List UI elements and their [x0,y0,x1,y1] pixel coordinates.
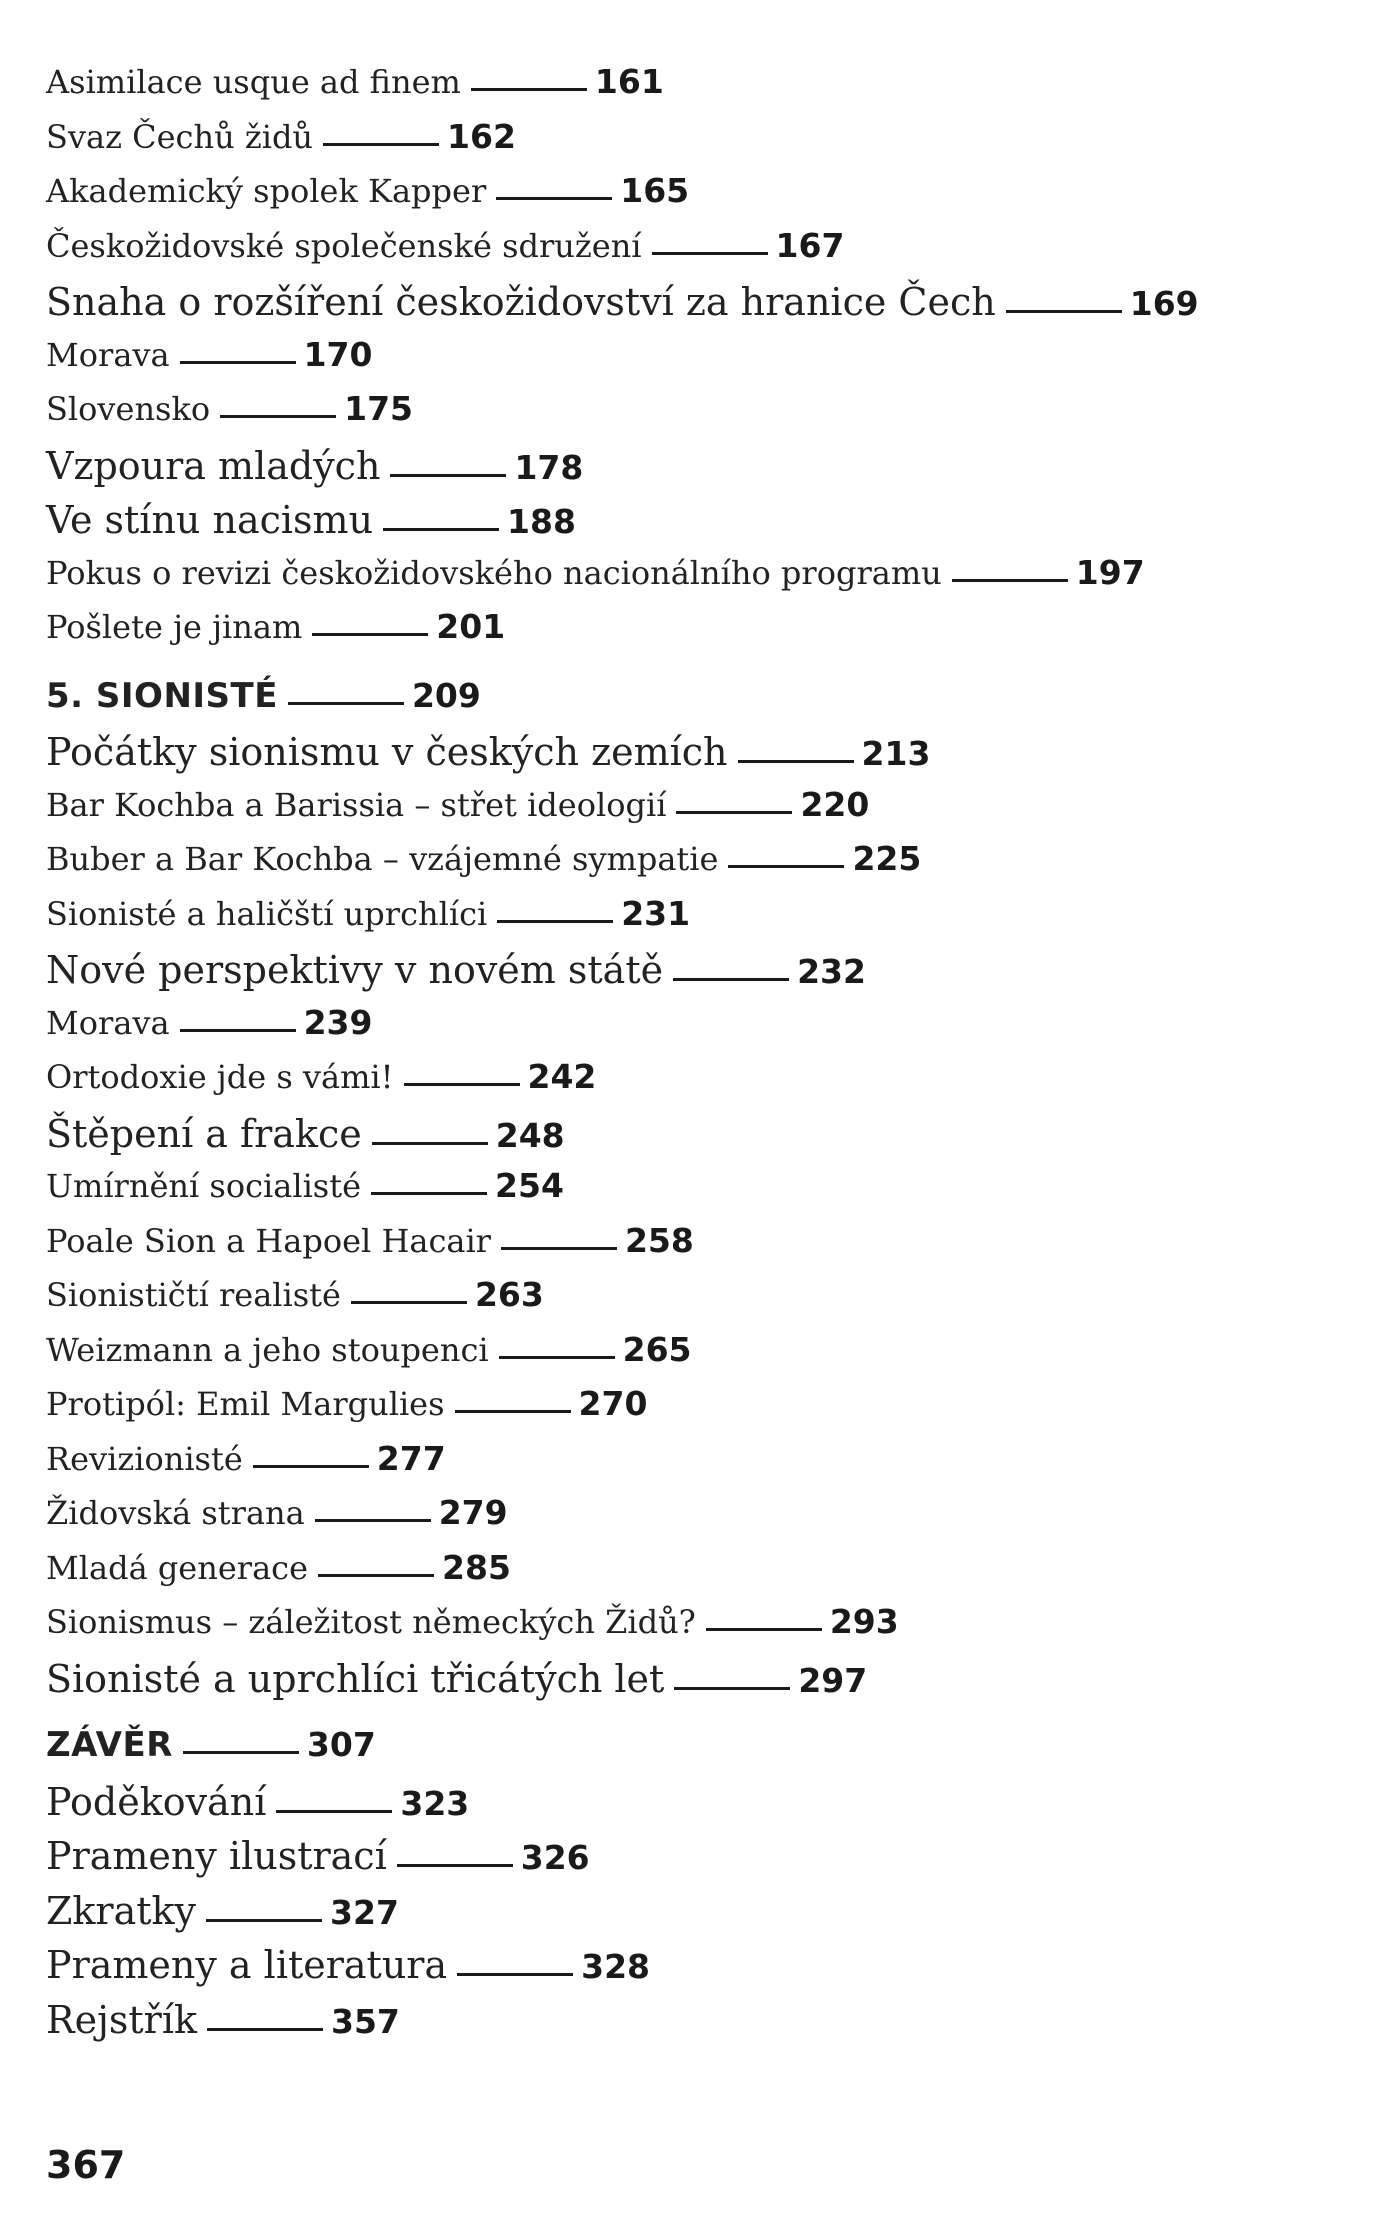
toc-page-number: 258 [624,1220,694,1260]
toc-entry-pokus[interactable] [46,553,1346,608]
toc-entry-protipol[interactable] [46,1384,1346,1439]
toc-section-title: 5. SIONISTÉ [46,675,278,716]
toc-entry-halicsti-uprchlici[interactable] [46,894,1346,949]
toc-title: Umírnění socialisté [46,1167,362,1205]
toc-leader [728,865,844,868]
toc-title: Prameny ilustrací [46,1834,387,1878]
toc-leader [952,579,1068,582]
section-gap [46,662,1346,676]
toc-entry-revizioniste[interactable] [46,1439,1346,1494]
toc-entry-nove-perspektivy[interactable] [46,948,1346,1003]
toc-page-number: 225 [852,839,922,878]
toc-title: Zkratky [46,1888,197,1933]
toc-entry-vzpoura[interactable] [46,444,1346,499]
toc-page-number: 357 [331,2001,400,2041]
toc-entry-weizmann[interactable] [46,1330,1346,1385]
toc-title: Sionističtí realisté [46,1276,341,1314]
toc-page-number: 270 [578,1384,648,1423]
toc-page-number: 162 [447,116,516,156]
toc-page-number: 265 [622,1329,692,1369]
toc-title: Ortodoxie jde s vámi! [46,1058,394,1096]
toc-section-sioniste[interactable] [46,676,1346,731]
toc-title: Slovensko [46,390,211,428]
toc-title: Protipól: Emil Margulies [46,1385,445,1423]
toc-leader [318,1574,434,1577]
toc-leader [183,1751,299,1754]
toc-page-number: 170 [303,334,373,374]
table-of-contents [46,62,1346,2052]
toc-entry-prameny-literatura[interactable] [46,1943,1346,1998]
toc-leader [404,1083,520,1086]
toc-entry-morava-2[interactable] [46,1003,1346,1058]
toc-entry-rejstrik[interactable] [46,1998,1346,2053]
toc-page-number: 248 [495,1115,565,1155]
toc-page-number: 277 [376,1438,446,1478]
toc-leader [457,1973,573,1976]
toc-page-number: 327 [330,1892,399,1932]
toc-page-number: 169 [1129,284,1199,323]
toc-leader [1006,310,1122,313]
toc-entry-sionismus-nemeckych-zidu[interactable] [46,1602,1346,1657]
toc-leader [471,88,587,91]
toc-page-number: 220 [800,784,870,824]
toc-leader [499,1356,615,1359]
toc-entry-mlada-generace[interactable] [46,1548,1346,1603]
toc-title: Snaha o rozšíření českožidovství za hranice Čech [46,280,996,324]
toc-leader [676,811,792,814]
toc-entry-prameny-ilustraci[interactable] [46,1834,1346,1889]
toc-title: Českožidovské společenské sdružení [46,226,642,265]
toc-leader [497,920,613,923]
toc-leader [180,1029,296,1032]
toc-page-number: 167 [775,225,845,265]
toc-leader [652,252,768,255]
toc-entry-uprchlici-tricatych-let[interactable] [46,1657,1346,1712]
toc-title: Sionisté a uprchlíci třicátých let [46,1656,665,1701]
toc-leader [312,633,428,636]
toc-entry-ve-stinu[interactable] [46,498,1346,553]
toc-leader [383,528,499,531]
toc-entry-zidovska-strana[interactable] [46,1493,1346,1548]
toc-title: Poale Sion a Hapoel Hacair [46,1221,491,1260]
toc-entry-poale-sion[interactable] [46,1221,1346,1276]
toc-title: Štěpení a frakce [46,1111,362,1156]
toc-entry-snaha[interactable] [46,280,1346,335]
toc-title: Buber a Bar Kochba – vzájemné sympatie [46,840,719,878]
toc-leader [673,978,789,981]
toc-title: Nové perspektivy v novém státě [46,948,664,992]
toc-section-zaver[interactable] [46,1725,1346,1780]
toc-page-number: 188 [507,502,576,541]
toc-entry-poslete[interactable] [46,607,1346,662]
toc-entry-morava[interactable] [46,335,1346,390]
toc-title: Poděkování [46,1779,267,1824]
toc-page-number: 242 [527,1057,597,1096]
toc-entry-svaz-cechu-zidu[interactable] [46,117,1346,172]
toc-title: Počátky sionismu v českých zemích [46,730,728,774]
toc-leader [276,1810,392,1813]
toc-entry-realiste[interactable] [46,1275,1346,1330]
toc-page-number: 165 [620,171,690,210]
toc-page-number: 326 [520,1838,590,1877]
toc-leader [323,143,439,146]
toc-leader [253,1465,369,1468]
toc-page-number: 178 [514,447,584,487]
toc-entry-ortodoxie[interactable] [46,1057,1346,1112]
toc-page-number: 232 [797,952,866,991]
toc-page-number: 263 [474,1275,544,1314]
toc-entry-stepeni[interactable] [46,1112,1346,1167]
toc-leader [351,1301,467,1304]
toc-page-number: 293 [829,1602,899,1641]
toc-page-number: 201 [436,607,506,646]
toc-entry-buber[interactable] [46,839,1346,894]
toc-leader [371,1192,487,1195]
toc-page-number: 161 [594,62,664,101]
toc-section-title: ZÁVĚR [46,1725,173,1765]
toc-title: Weizmann a jeho stoupenci [46,1330,489,1369]
page-number: 367 [46,2143,126,2187]
toc-title: Morava [46,335,170,374]
toc-leader [738,760,854,763]
toc-title: Sionisté a haličští uprchlíci [46,894,488,933]
toc-title: Revizionisté [46,1439,243,1478]
toc-leader [288,702,404,705]
toc-entry-podekovani[interactable] [46,1780,1346,1835]
toc-page-number: 213 [861,734,931,773]
toc-page-number: 197 [1075,552,1145,592]
toc-page-number: 285 [442,1547,511,1587]
toc-page-number: 254 [495,1166,564,1205]
toc-page-number: 307 [306,1725,376,1764]
toc-leader [372,1142,488,1145]
toc-leader [397,1864,513,1867]
toc-leader [501,1247,617,1250]
toc-page-number: 209 [411,675,481,715]
toc-title: Rejstřík [46,1997,197,2042]
toc-page-number: 175 [344,389,414,428]
toc-leader [180,361,296,364]
toc-entry-sdruzeni[interactable] [46,226,1346,281]
toc-entry-pocatky[interactable] [46,730,1346,785]
toc-entry-umirneni[interactable] [46,1166,1346,1221]
toc-leader [674,1687,790,1690]
toc-page-number: 231 [621,893,691,933]
section-gap [46,1711,1346,1725]
toc-leader [455,1410,571,1413]
toc-title: Svaz Čechů židů [46,117,314,156]
toc-title: Bar Kochba a Barissia – střet ideologií [46,785,667,824]
toc-leader [206,1919,322,1922]
toc-title: Ve stínu nacismu [46,498,374,542]
toc-leader [496,197,612,200]
toc-entry-slovensko[interactable] [46,389,1346,444]
toc-page-number: 323 [400,1783,470,1823]
toc-entry-asimilace[interactable] [46,62,1346,117]
toc-page-number: 279 [438,1493,508,1532]
toc-title: Akademický spolek Kapper [46,172,487,210]
toc-title: Pošlete je jinam [46,608,303,646]
toc-title: Prameny a literatura [46,1943,448,1987]
toc-leader [220,415,336,418]
toc-entry-spolek-kapper[interactable] [46,171,1346,226]
toc-leader [390,474,506,477]
toc-entry-bar-kochba-barissia[interactable] [46,785,1346,840]
toc-title: Asimilace usque ad finem [46,63,461,101]
toc-title: Morava [46,1003,170,1042]
toc-entry-zkratky[interactable] [46,1889,1346,1944]
toc-leader [706,1628,822,1631]
toc-title: Mladá generace [46,1548,309,1587]
toc-title: Sionismus – záležitost německých Židů? [46,1603,696,1641]
toc-page-number: 297 [798,1660,868,1700]
toc-page-number: 328 [581,1947,651,1986]
toc-leader [315,1519,431,1522]
toc-page-number: 239 [303,1002,373,1042]
toc-leader [207,2028,323,2031]
toc-title: Vzpoura mladých [46,443,381,488]
toc-title: Pokus o revizi českožidovského nacionálního programu [46,553,942,592]
toc-title: Židovská strana [46,1494,305,1532]
